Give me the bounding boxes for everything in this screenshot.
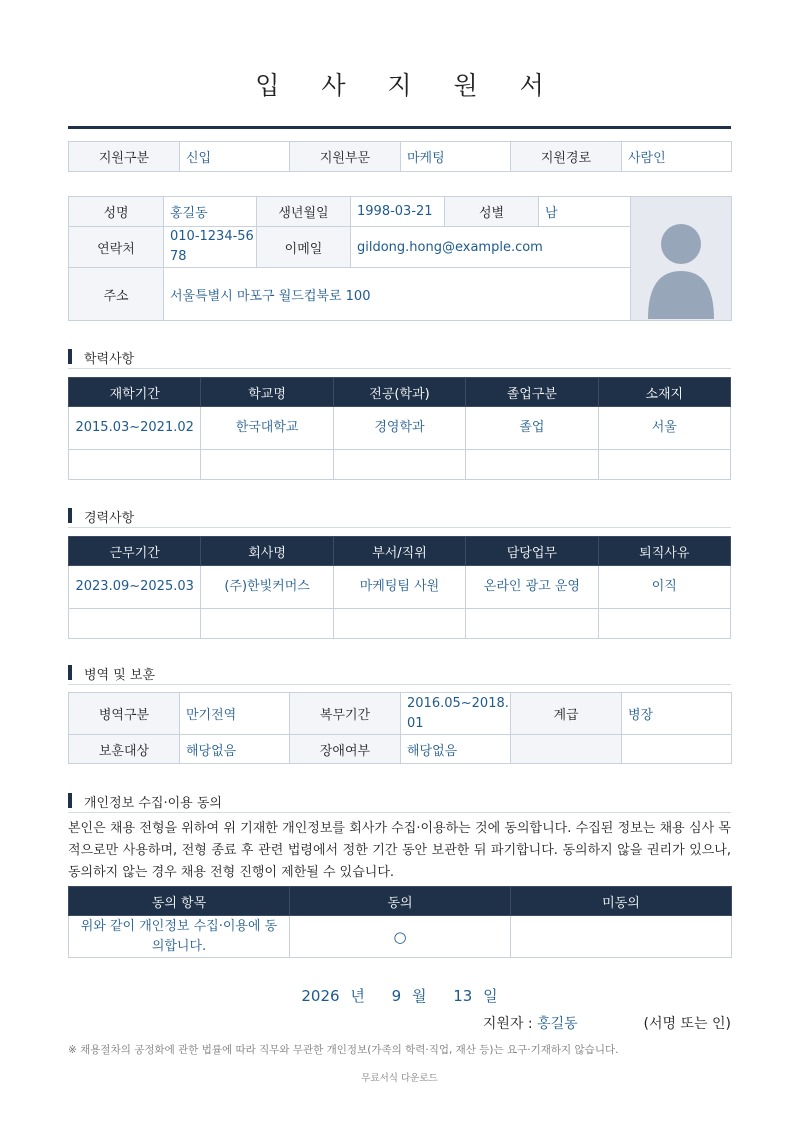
application-route-label: 지원경로 [511,142,622,172]
empty-cell [511,735,622,764]
education-col-location: 소재지 [598,378,730,407]
education-col-major: 전공(학과) [333,378,465,407]
email-value: gildong.hong@example.com [351,227,631,268]
application-dept-label: 지원부문 [290,142,401,172]
education-col-school: 학교명 [201,378,333,407]
career-table [68,536,731,639]
personal-info-table [68,196,732,321]
photo-box [631,197,732,321]
military-table [68,692,732,764]
address-value: 서울특별시 마포구 월드컵북로 100 [164,268,631,321]
consent-col-item: 동의 항목 [69,887,290,916]
education-cell [69,450,201,480]
career-cell: 온라인 광고 운영 [466,566,598,609]
consent-table [68,886,732,958]
education-col-period: 재학기간 [69,378,201,407]
date-year: 2026 [301,987,340,1005]
education-cell [598,450,730,480]
date-line [68,985,731,1006]
education-cell [466,450,598,480]
signature-label: 지원자 : [482,1016,533,1032]
gender-label: 성별 [445,197,539,227]
phone-label: 연락처 [69,227,164,268]
education-table [68,377,731,480]
military-period-label: 복무기간 [290,693,401,735]
legal-notice: ※ 채용절차의 공정화에 관한 법률에 따라 직무와 무관한 개인정보(가족의 학력·직업, 재산 등)는 요구·기재하지 않습니다. [68,1044,619,1056]
consent-heading-text: 개인정보 수집·이용 동의 [84,796,222,811]
education-cell [333,450,465,480]
education-col-status: 졸업구분 [466,378,598,407]
military-period-value: 2016.05~2018.01 [401,693,511,735]
heading-marker [68,349,72,364]
date-day-unit: 일 [483,987,498,1005]
career-cell [598,609,730,639]
education-cell: 한국대학교 [201,407,333,450]
veteran-label: 보훈대상 [69,735,180,764]
address-label: 주소 [69,268,164,321]
military-heading-text: 병역 및 보훈 [84,668,156,683]
career-cell [201,609,333,639]
career-cell [69,609,201,639]
date-day: 13 [453,987,473,1005]
table-row [69,407,731,450]
education-cell: 서울 [598,407,730,450]
career-cell [333,609,465,639]
signature-note: (서명 또는 인) [643,1016,731,1032]
table-row [69,450,731,480]
date-month: 9 [391,987,402,1005]
title-divider [68,126,731,129]
education-cell: 경영학과 [333,407,465,450]
career-cell: 2023.09~2025.03 [69,566,201,609]
application-route-value: 사람인 [622,142,732,172]
consent-agree-checkbox[interactable]: ○ [290,916,511,958]
date-month-unit: 월 [411,987,427,1005]
career-col-duty: 담당업무 [466,537,598,566]
heading-marker [68,508,72,523]
name-value: 홍길동 [164,197,257,227]
career-cell: (주)한빛커머스 [201,566,333,609]
career-cell [466,609,598,639]
career-col-reason: 퇴직사유 [598,537,730,566]
military-service-value: 만기전역 [180,693,290,735]
email-label: 이메일 [257,227,351,268]
military-service-label: 병역구분 [69,693,180,735]
application-dept-value: 마케팅 [401,142,511,172]
footer-text: 무료서식 다운로드 [361,1073,438,1084]
veteran-value: 해당없음 [180,735,290,764]
disability-label: 장애여부 [290,735,401,764]
education-heading-text: 학력사항 [84,352,135,367]
career-cell: 마케팅팀 사원 [333,566,465,609]
military-rank-label: 계급 [511,693,622,735]
table-row [69,609,731,639]
signature-name: 홍길동 [537,1016,578,1032]
phone-value: 010-1234-5678 [164,227,257,268]
career-col-period: 근무기간 [69,537,201,566]
military-rank-value: 병장 [622,693,732,735]
education-cell [201,450,333,480]
career-col-position: 부서/직위 [333,537,465,566]
consent-heading [68,791,731,813]
career-heading [68,506,731,528]
career-heading-text: 경력사항 [84,511,135,526]
date-year-unit: 년 [350,987,365,1005]
page-title: 입 사 지 원 서 [255,71,561,100]
table-row [69,566,731,609]
consent-item: 위와 같이 개인정보 수집·이용에 동의합니다. [69,916,290,958]
signature-line [483,1013,731,1033]
disability-value: 해당없음 [401,735,511,764]
table-row [69,916,732,958]
heading-marker [68,793,72,808]
application-table [68,141,732,172]
consent-col-agree: 동의 [290,887,511,916]
military-heading [68,663,731,685]
education-heading [68,347,731,369]
consent-disagree-checkbox[interactable] [511,916,732,958]
education-cell: 2015.03~2021.02 [69,407,201,450]
name-label: 성명 [69,197,164,227]
birth-label: 생년월일 [257,197,351,227]
career-col-company: 회사명 [201,537,333,566]
education-cell: 졸업 [466,407,598,450]
career-cell: 이직 [598,566,730,609]
person-silhouette-icon [632,199,731,319]
birth-value: 1998-03-21 [351,197,445,227]
consent-body: 본인은 채용 전형을 위하여 위 기재한 개인정보를 회사가 수집·이용하는 것에 동의합니다. 수집된 정보는 채용 심사 목적으로만 사용하며, 전형 종료 후 관련 법령에서 정한 기간 동안 보관한 뒤 파기합니다. 동의하지 않을 권리가 있으나, 동의하지 않는 경우 채용 전형 진행이 제한될 수 있습니다. [68,821,731,880]
gender-value: 남 [539,197,631,227]
application-type-value: 신입 [180,142,290,172]
heading-marker [68,665,72,680]
empty-cell [622,735,732,764]
application-type-label: 지원구분 [69,142,180,172]
consent-col-disagree: 미동의 [511,887,732,916]
